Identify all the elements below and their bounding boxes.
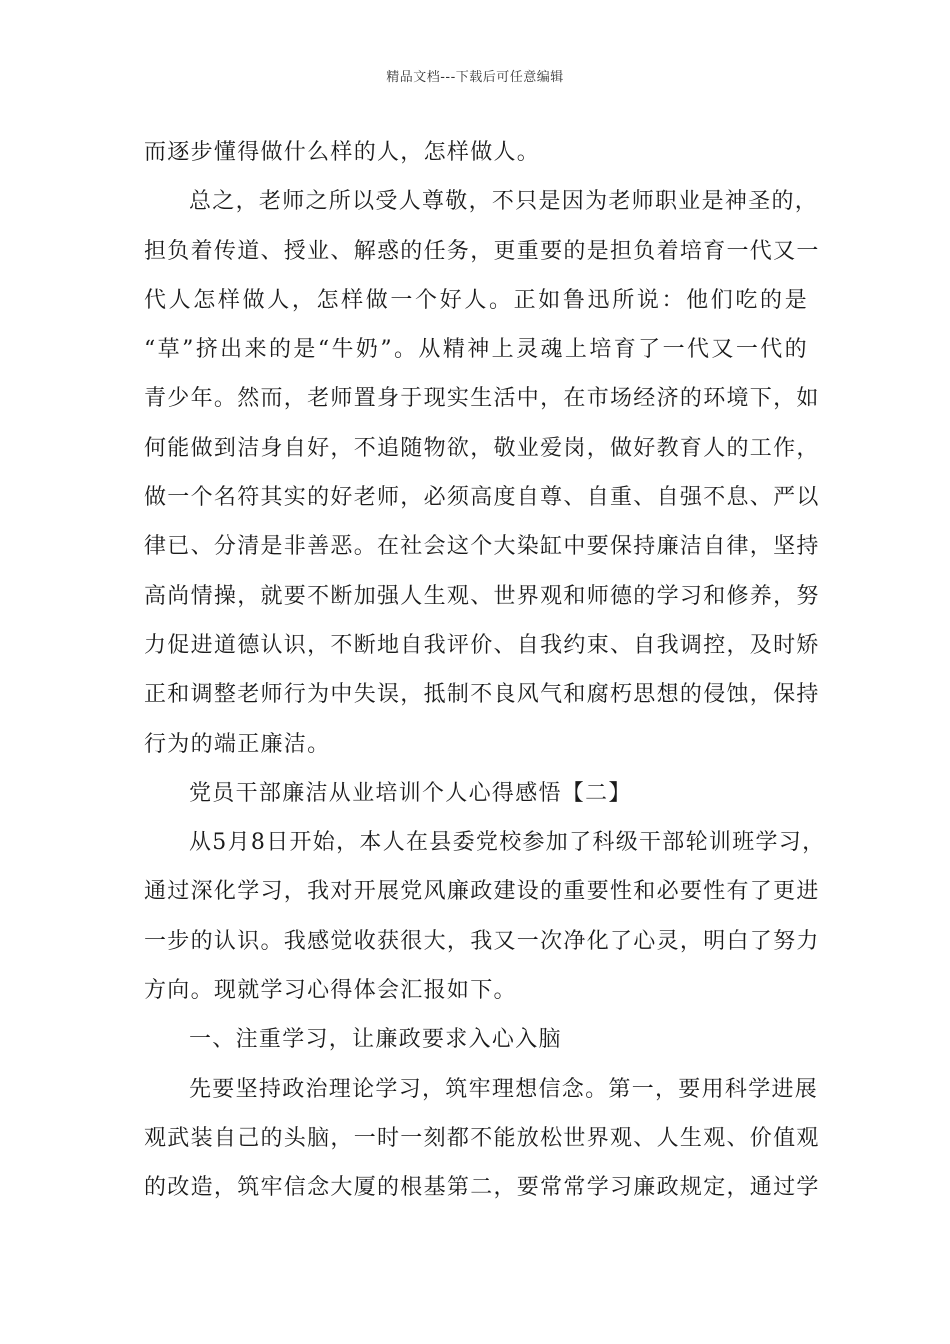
document-body — [144, 128, 826, 1213]
text-line: 力促进道德认识，不断地自我评价、自我约束、自我调控，及时矫 — [144, 632, 820, 658]
text-line: 何能做到洁身自好，不追随物欲，敬业爱岗，做好教育人的工作， — [144, 435, 820, 461]
text-line: 而逐步懂得做什么样的人，怎样做人。 — [144, 140, 541, 165]
page-header: 精品文档---下载后可任意编辑 — [386, 70, 564, 85]
text-line: 律已、分清是非善恶。在社会这个大染缸中要保持廉洁自律，坚持 — [144, 534, 820, 560]
text-line: 通过深化学习，我对开展党风廉政建设的重要性和必要性有了更进 — [144, 879, 820, 905]
text-line: 一步的认识。我感觉收获很大，我又一次净化了心灵，明白了努力 — [144, 928, 820, 954]
paragraph-start-line: 从5月8日开始，本人在县委党校参加了科级干部轮训班学习， — [189, 830, 826, 856]
text-line: 行为的端正廉洁。 — [144, 731, 331, 757]
text-line: 正和调整老师行为中失误，抵制不良风气和腐朽思想的侵蚀，保持 — [144, 682, 820, 708]
text-line: “草”挤出来的是“牛奶”。从精神上灵魂上培育了一代又一代的 — [144, 337, 808, 363]
text-line: 方向。现就学习心得体会汇报如下。 — [144, 978, 517, 1004]
text-line: 青少年。然而，老师置身于现实生活中，在市场经济的环境下，如 — [144, 386, 820, 412]
text-line: 代人怎样做人，怎样做一个好人。正如鲁迅所说：他们吃的是 — [144, 287, 808, 313]
section-heading: 一、注重学习，让廉政要求入心入脑 — [189, 1027, 562, 1053]
paragraph-start-line: 先要坚持政治理论学习，筑牢理想信念。第一，要用科学进展 — [189, 1076, 819, 1102]
text-line: 做一个名符其实的好老师，必须高度自尊、自重、自强不息、严以 — [144, 485, 820, 511]
text-line: 担负着传道、授业、解惑的任务，更重要的是担负着培育一代又一 — [144, 238, 820, 264]
paragraph-start-line: 总之，老师之所以受人尊敬，不只是因为老师职业是神圣的， — [189, 189, 819, 215]
text-line: 高尚情操，就要不断加强人生观、世界观和师德的学习和修养，努 — [144, 583, 820, 609]
section-title: 党员干部廉洁从业培训个人心得感悟【二】 — [189, 780, 632, 806]
text-line: 观武装自己的头脑，一时一刻都不能放松世界观、人生观、价值观 — [144, 1125, 820, 1151]
text-line: 的改造，筑牢信念大厦的根基第二，要常常学习廉政规定，通过学 — [144, 1175, 820, 1201]
